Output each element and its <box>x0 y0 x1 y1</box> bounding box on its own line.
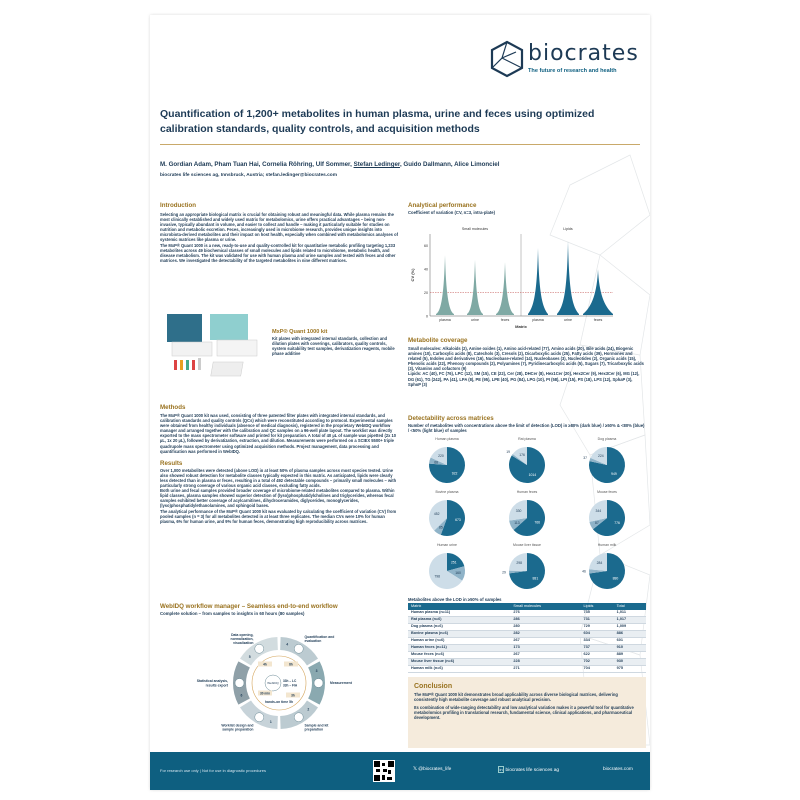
table-cell: 173 <box>510 644 580 651</box>
logo-wordmark: biocrates <box>528 41 639 66</box>
panel-title: Lipids <box>563 227 573 231</box>
author-list <box>160 161 499 169</box>
x-tick-label: urine <box>564 318 572 322</box>
table-cell: Dog plasma (n=6) <box>408 623 510 630</box>
table-cell: Bovine plasma (n=6) <box>408 630 510 637</box>
affiliation: biocrates life sciences ag, Innsbruck, Austria; stefan.ledinger@biocrates.com <box>160 173 337 178</box>
pie-data-label: 220 <box>438 453 444 458</box>
pie-data-label: 1014 <box>528 472 537 477</box>
pie-chart <box>408 437 486 489</box>
detectability-pie-grid <box>408 437 646 596</box>
biocrates-logo <box>490 40 648 80</box>
table-cell: 702 <box>581 658 614 665</box>
pie-data-label: 251 <box>450 559 457 564</box>
table-cell: 228 <box>510 658 580 665</box>
pie-svg <box>488 548 566 594</box>
table-cell: 271 <box>510 665 580 672</box>
methods-text: The MxP® Quant 1000 kit was used, consisting of three patented filter plates with integrated internal standards, and calibration standards and quality controls (QCs) which were reconstituted according to protocol. Experimental samples were obtained from healthy individuals (absence of medical diagnosis), registered in the proprietary WebIDQ workflow manager and arranged together with the calibration and QC samples on a 96-well plate layout. The worklist was directly exported to the mass spectrometer software and printed for kit preparation. A total of 40 µL of sample was pipetted (2x 10 µL, 1x 20 µL), followed by derivatization, extraction, and dilution. Measurements were performed on a SCIEX 5500+ triple quadrupole mass spectrometer using optimized acquisition methods. Project management, data processing and quantification was performed in WebIDQ. <box>160 413 397 454</box>
x-tick-label: feces <box>500 318 510 322</box>
violin-lipids-feces <box>583 269 613 315</box>
methods-heading: Methods <box>160 404 186 411</box>
pie-data-label: 766 <box>534 520 541 525</box>
workflow-step-number: 2 <box>307 707 310 712</box>
pie-title: Human urine <box>436 543 458 547</box>
x-tick-label: feces <box>593 318 603 322</box>
pie-title: Rat plasma <box>518 437 536 441</box>
table-cell: 280 <box>510 623 580 630</box>
y-tick-label: 40 <box>424 267 428 272</box>
pie-chart <box>488 490 566 542</box>
results-text: Both urine and fecal samples provided broader coverage of microbiome-related metabolites compared to plasma. Within lipid classes, plasma samples showed superior detection of (lyso)phosphatidylcholines and triglycerides, whereas fecal samples exhibited better coverage of acylcarnitines, dihydroceramides, diglycerides, monoglycerides, (lyso)phosphatidylethanolamines, and sphingoid bases. <box>160 488 395 509</box>
pie-data-label: 452 <box>433 511 440 516</box>
table-cell: 1,011 <box>614 610 646 617</box>
results-text: Over 1,000 metabolites were detected (above LOD) in at least 50% of plasma samples across most species tested. Urine also showed robust detection for metabolite classes typically expected in this matrix. As anticipated, lipids were clearly less detected than in plasma or feces, resulting in a total of 492 detectable compounds – primarily small molecules – with particularly strong coverage of various organic acid classes, excluding fatty acids. <box>160 467 397 489</box>
poster-title: Quantification of 1,200+ metabolites in human plasma, urine and feces using optimized calibration standards, quality controls, and acquisition methods <box>160 108 595 135</box>
workflow-subtitle: Complete solution – from samples to insights in 60 hours (80 samples) <box>160 611 305 616</box>
table-header-cell: Lipids <box>581 603 614 609</box>
table-header-cell: Total <box>614 603 646 609</box>
time-label: 3h <box>291 693 295 698</box>
pie-svg <box>408 442 486 488</box>
violin-small-molecules-feces <box>496 262 514 315</box>
pie-svg <box>568 495 646 541</box>
workflow-step-label: Quantification and evaluation <box>304 634 335 644</box>
detectability-subtitle: Number of metabolites with concentrations above the limit of detection (LOD) in ≥80% (dark blue) / ≥50% & <80% (blue) / <50% (light blue) of samples <box>408 423 645 434</box>
lipid-classes: Lipids: AC (40), FC (76), LPC (12), SM (15), CE (22), Cer (28), DHCer (8), Hex1Cer (20), Hex2Cer (9), Hex3Cer (6), MG (12), DG (61), TG (242), PA (41), LPA (8), PE (95), LPE (40), PG (84), LPG (10), PI (58), LPI (15), PS (18), LPS (12), SphaP (3), SphoP (3) <box>408 371 640 387</box>
pie-data-label: 776 <box>614 520 620 525</box>
table-row <box>408 623 646 630</box>
violin-lipids-plasma <box>528 248 548 315</box>
center-label: WebIDQ <box>267 681 279 686</box>
pie-data-label: 673 <box>455 517 461 522</box>
x-tick-label: urine <box>471 318 479 322</box>
website-link[interactable]: biocrates.com <box>603 767 633 772</box>
table-row <box>408 616 646 623</box>
table-cell: 889 <box>614 651 646 658</box>
table-cell: Human plasma (n=11) <box>408 610 510 617</box>
table-cell: 1,017 <box>614 616 646 623</box>
table-row <box>408 637 646 644</box>
table-cell: Mouse feces (n=6) <box>408 651 510 658</box>
pie-chart <box>408 543 486 595</box>
x-axis-label: Matrix <box>515 324 527 329</box>
table-cell: Rat plasma (n=6) <box>408 616 510 623</box>
table-cell: 975 <box>614 665 646 672</box>
pie-data-label: 330 <box>515 508 522 513</box>
table-header-cell: Matrix <box>408 603 510 609</box>
logo-tagline: The future of research and health <box>528 68 617 74</box>
conclusion-text: Its combination of wide-ranging detectability and low analytical variation makes it a powerful tool for quantitative metabolomics profiling in translational research, fundamental science, clinical applications, and pharmaceutical development. <box>414 705 634 721</box>
workflow-step-label: Data opening, normalization, visualization <box>230 632 254 646</box>
table-cell: 1,009 <box>614 623 646 630</box>
center-time: 33h – FIA <box>283 683 298 688</box>
pie-data-label: 224 <box>598 453 604 458</box>
pie-data-label: 19 <box>506 449 510 454</box>
workflow-step-label: Sample and kit preparation <box>304 723 329 732</box>
violin-small-molecules-plasma <box>436 255 454 315</box>
pie-data-label: 344 <box>595 508 602 513</box>
pie-title: Dog plasma <box>597 437 617 441</box>
table-cell: 886 <box>614 630 646 637</box>
pie-data-label: 46 <box>582 569 586 574</box>
introduction-heading: Introduction <box>160 202 197 209</box>
table-cell: Human feces (n=11) <box>408 644 510 651</box>
footer <box>150 752 650 790</box>
workflow-step-label: Statistical analysis, results export <box>196 679 228 688</box>
pie-chart <box>568 437 646 489</box>
workflow-step-number: 3 <box>315 668 318 673</box>
poster <box>150 15 650 790</box>
introduction-text: Selecting an appropriate biological matrix is crucial for obtaining robust and meaningful data. While plasma remains the most clinically established and widely used matrix for metabolomics, urine offers practical advantages – being non-invasive, typically abundant in volume, and easier to collect and handle – making it particularly suitable for studies on nutrition and metabolic excretion. Feces, increasingly used in microbiome research, provides unique insights into microbiota-derived metabolites and their impact on host health, especially when combined with metabolomics analyses of systemic matrices like plasma or urine. <box>160 212 398 243</box>
kit-description: Kit plates with integrated internal standards, collection and dilution plates with coverings, calibrators, quality controls, system suitability test samples, derivatization reagents, mobile phase additive <box>272 336 395 357</box>
table-row <box>408 644 646 651</box>
pie-chart <box>568 543 646 595</box>
pie-svg <box>568 548 646 594</box>
table-row <box>408 651 646 658</box>
table-cell: 737 <box>581 644 614 651</box>
workflow-step-icon <box>255 644 264 653</box>
lod-table <box>408 603 646 672</box>
pie-chart <box>488 543 566 595</box>
workflow-step-icon <box>294 713 303 722</box>
pie-data-label: 37 <box>583 455 587 460</box>
pie-data-label: 176 <box>519 452 525 457</box>
table-cell: 286 <box>510 616 580 623</box>
pie-svg <box>488 495 566 541</box>
conclusion-text: The MxP® Quant 1000 kit demonstrates broad applicability across diverse biological matrices, delivering consistently high metabolite coverage and robust analytical precision. <box>414 692 618 703</box>
pie-data-label: 29 <box>502 569 506 574</box>
table-header-cell: Small molecules <box>510 603 580 609</box>
workflow-step-number: 4 <box>286 642 289 647</box>
linkedin-icon: in <box>499 767 503 772</box>
workflow-step-number: 5 <box>248 654 251 659</box>
pie-svg <box>408 548 486 594</box>
hexagon-logo-icon <box>490 40 524 78</box>
pie-data-label: 298 <box>516 560 523 565</box>
pie-data-label: 113 <box>514 520 520 525</box>
pie-data-label: 160 <box>455 570 461 575</box>
title-divider <box>160 144 640 145</box>
table-cell: Mouse liver tissue (n=6) <box>408 658 510 665</box>
table-cell: 282 <box>510 630 580 637</box>
y-tick-label: 60 <box>424 244 428 249</box>
table-cell: 601 <box>614 637 646 644</box>
pie-chart <box>568 490 646 542</box>
pie-data-label: 881 <box>532 576 539 581</box>
workflow-step-icon <box>314 679 323 688</box>
twitter-link[interactable] <box>413 767 451 772</box>
y-tick-label: 0 <box>426 314 428 319</box>
time-label: 4h <box>263 662 267 667</box>
pie-data-label: 880 <box>612 576 619 581</box>
pie-data-label: 798 <box>434 574 441 579</box>
table-cell: 267 <box>510 651 580 658</box>
workflow-step-icon <box>255 713 264 722</box>
twitter-handle: @biocrates_life <box>418 767 452 772</box>
table-cell: 276 <box>510 610 580 617</box>
workflow-step-label: Worklist design and sample preparation <box>221 723 254 732</box>
y-axis-label: CV (%) <box>410 268 415 282</box>
y-tick-label: 20 <box>424 290 428 295</box>
x-logo-icon: 𝕏 <box>413 767 419 772</box>
table-cell: Human urine (n=6) <box>408 637 510 644</box>
time-label: 30 min <box>259 691 271 696</box>
pie-svg <box>568 442 646 488</box>
workflow-step-number: 6 <box>240 693 243 698</box>
table-cell: 704 <box>581 665 614 672</box>
pie-title: Human feces <box>516 490 538 494</box>
pie-data-label: 949 <box>611 471 617 476</box>
analytical-heading: Analytical performance <box>408 202 477 209</box>
cv-violin-chart <box>408 220 618 333</box>
detectability-heading: Detectability across matrices <box>408 415 494 422</box>
pie-data-label: 284 <box>596 560 603 565</box>
table-cell: 729 <box>581 623 614 630</box>
workflow-diagram <box>156 619 402 751</box>
presenting-author: Stefan Ledinger <box>353 161 400 168</box>
authors: M. Gordian Adam, Pham Tuan Hai, Cornelia Röhring, Ulf Sommer, <box>160 161 354 168</box>
table-cell: 735 <box>581 610 614 617</box>
pie-chart <box>488 437 566 489</box>
table-cell: 334 <box>581 637 614 644</box>
table-row <box>408 630 646 637</box>
workflow-heading: WebIDQ workflow manager – Seamless end-to-end workflow <box>160 603 338 610</box>
table-cell: 910 <box>614 644 646 651</box>
linkedin-name: biocrates life sciences ag <box>505 768 560 773</box>
disclaimer: For research use only | Not for use in diagnostic procedures <box>160 768 266 773</box>
x-tick-label: plasma <box>532 318 544 322</box>
time-label: 8h <box>289 662 293 667</box>
violin-lipids-urine <box>557 241 579 315</box>
violin-small-molecules-urine <box>467 260 483 315</box>
authors: , Guido Dallmann, Alice Limonciel <box>399 161 500 168</box>
pie-data-label: 68 <box>434 459 439 464</box>
table-cell: 731 <box>581 616 614 623</box>
pie-svg <box>488 442 566 488</box>
pie-title: Mouse feces <box>597 490 617 494</box>
linkedin-link[interactable] <box>498 767 559 773</box>
conclusion-heading: Conclusion <box>414 683 453 690</box>
pie-title: Bovine plasma <box>435 490 459 494</box>
table-caption: Metabolites above the LOD in ≥50% of samples <box>408 597 502 602</box>
qr-code-icon[interactable] <box>373 760 395 782</box>
pie-chart <box>408 490 486 542</box>
results-heading: Results <box>160 459 183 467</box>
workflow-step-icon <box>294 644 303 653</box>
table-cell: 930 <box>614 658 646 665</box>
table-cell: 604 <box>581 630 614 637</box>
workflow-step-number: 1 <box>269 719 272 724</box>
small-molecule-classes: Small molecules: Alkaloids (2), Amine oxides (1), Amino acid-related (77), Amino acids (20), Bile acids (24), Biogenic amines (10), Carboxylic acids (8), Catechols (3), Cresols (2), Dicarboxylic acids (25), Fatty acids (39), Hormones and related (5), Indoles and derivatives (16), Nucleobase-related (14), Nucleobases (3), Nucleotides (2), Organic acids (15), Phenolic acids (22), Phenoxy compounds (2), Polyamines (7), Pyridinecarboxylic acids (5), Sugars (7), Tricarboxylic acids (3), Vitamins and cofactors (9) <box>408 346 644 372</box>
results-text: The analytical performance of the MxP® Quant 1000 kit was evaluated by calculating the coefficient of variation (CV) from pooled samples (n = 3) for all metabolites detected in at least three replicates. The median CVs were 10% for human plasma, 6% for human urine, and 9% for human feces, demonstrating high reproducibility across matrices. <box>160 508 397 524</box>
hands-on-time-label: hands-on time 5h <box>264 700 294 704</box>
pie-data-label: 922 <box>451 470 458 475</box>
introduction-text: The MxP® Quant 1000 is a new, ready-to-use and quality-controlled kit for quantitative metabolic profiling targeting 1,233 metabolites across 49 biochemical classes of small molecules and lipids related to microbiome, metabolic health, and disease metabolism. The kit was validated for use with human plasma and urine samples and tested with feces and other matrices. We investigated the detectability of the targeted metabolites in nine different matrices. <box>160 242 396 263</box>
table-cell: 267 <box>510 637 580 644</box>
table-row <box>408 665 646 672</box>
x-tick-label: plasma <box>439 318 451 322</box>
pie-title: Mouse liver tissue <box>512 543 541 547</box>
table-row <box>408 658 646 665</box>
table-cell: Human milk (n=6) <box>408 665 510 672</box>
conclusion-box <box>408 677 646 748</box>
pie-title: Human milk <box>597 543 617 547</box>
center-time: 33h – LC <box>283 679 297 683</box>
workflow-step-icon <box>235 679 244 688</box>
pie-svg <box>408 495 486 541</box>
pie-data-label: 87 <box>595 520 599 525</box>
coverage-heading: Metabolite coverage <box>408 337 468 344</box>
table-cell: 622 <box>581 651 614 658</box>
analytical-subtitle: Coefficient of variation (CV, n=3, intra-plate) <box>408 210 495 215</box>
pie-title: Human plasma <box>435 437 459 441</box>
panel-title: Small molecules <box>461 227 489 231</box>
pie-data-label: 85 <box>439 525 443 530</box>
workflow-step-label: Measurement <box>330 681 352 686</box>
kit-product-image <box>162 312 262 382</box>
kit-name: MxP® Quant 1000 kit <box>272 329 328 335</box>
